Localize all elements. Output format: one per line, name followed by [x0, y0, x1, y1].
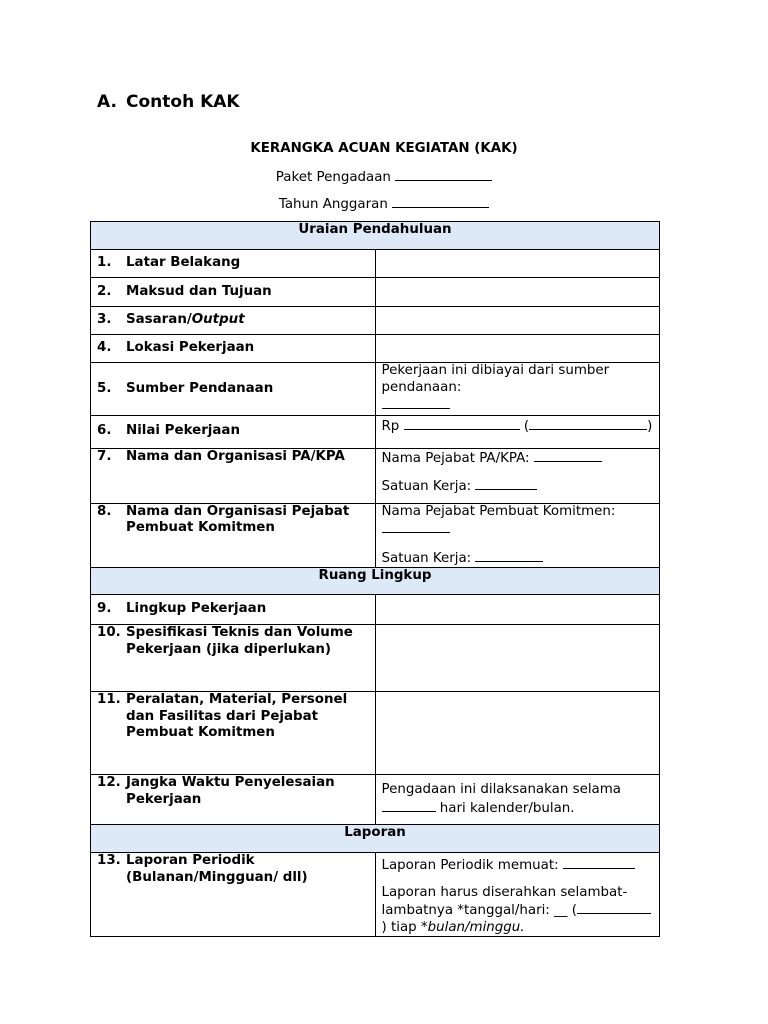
paren-open: ( [523, 418, 530, 434]
jangka-waktu-blank [382, 799, 436, 812]
row-label-italic: Output [191, 312, 245, 328]
satuan-kerja-label: Satuan Kerja: [381, 479, 472, 494]
row-number: 3. [97, 312, 112, 328]
sumber-pendanaan-text: Pekerjaan ini dibiayai dari sumber pendanaan: [381, 363, 610, 395]
tahun-anggaran-label: Tahun Anggaran [278, 197, 388, 212]
row-label-cell [91, 363, 376, 416]
paket-pengadaan-label: Paket Pengadaan [275, 170, 391, 185]
paket-pengadaan-blank [395, 168, 492, 181]
table-row [91, 335, 660, 363]
row-label: Peralatan, Material, Personel dan Fasilitas dari Pejabat Pembuat Komitmen [126, 692, 348, 740]
tahun-anggaran-blank [392, 195, 489, 208]
laporan-period-italic: bulan/minggu. [427, 919, 525, 935]
paket-pengadaan-line [0, 168, 768, 185]
row-label: Lokasi Pekerjaan [126, 340, 255, 356]
row-label-cell [91, 448, 376, 503]
row-number: 6. [97, 423, 112, 439]
section-uraian-pendahuluan: Uraian Pendahuluan [91, 222, 660, 250]
row-label: Laporan Periodik (Bulanan/Mingguan/ dll) [126, 853, 308, 885]
row-content-cell [375, 595, 660, 625]
table-row [91, 625, 660, 692]
table-row [91, 415, 660, 448]
pa-kpa-name-label: Nama Pejabat PA/KPA: [381, 450, 530, 466]
laporan-periodik-blank [563, 856, 635, 869]
section-ruang-lingkup: Ruang Lingkup [91, 568, 660, 595]
row-content-cell [375, 363, 660, 416]
table-row [91, 448, 660, 503]
table-row [91, 853, 660, 937]
row-label-cell [91, 775, 376, 825]
row-number: 8. [97, 503, 112, 519]
row-content-cell [375, 335, 660, 363]
jangka-waktu-text: Pengadaan ini dilaksanakan selama [381, 782, 622, 797]
section-heading-text: Contoh KAK [126, 92, 240, 112]
row-content-cell [375, 415, 660, 448]
table-row [91, 278, 660, 307]
rp-label: Rp [381, 418, 400, 434]
row-content-cell [375, 278, 660, 307]
document-title: KERANGKA ACUAN KEGIATAN (KAK) [250, 141, 518, 156]
row-label: Nama dan Organisasi Pejabat Pembuat Komitmen [126, 503, 350, 535]
section-row-ruang [91, 568, 660, 595]
row-content-cell [375, 307, 660, 335]
row-label: Maksud dan Tujuan [126, 283, 272, 299]
table-row [91, 307, 660, 335]
table-row [91, 250, 660, 278]
section-row-laporan [91, 825, 660, 853]
row-number: 12. [97, 775, 121, 790]
section-heading-number: A. [97, 92, 117, 112]
ppk-name-blank [382, 520, 450, 533]
laporan-deadline-text: Laporan harus diserahkan selambat-lambatnya *tanggal/hari: __ ( [381, 884, 628, 918]
row-number: 10. [97, 625, 121, 640]
paren-close: ) [647, 418, 653, 434]
row-content-cell [375, 775, 660, 825]
satuan-kerja-blank [475, 477, 537, 490]
tahun-anggaran-line [0, 195, 768, 212]
row-label-cell [91, 250, 376, 278]
row-number: 4. [97, 340, 112, 356]
laporan-deadline-blank [577, 901, 651, 914]
row-label-cell [91, 503, 376, 568]
satuan-kerja-label: Satuan Kerja: [381, 550, 472, 566]
pa-kpa-name-blank [534, 449, 602, 462]
row-content-cell [375, 692, 660, 775]
row-number: 7. [97, 448, 112, 464]
row-number: 5. [97, 380, 112, 396]
row-label-cell [91, 853, 376, 937]
jangka-waktu-unit: hari kalender/bulan. [439, 800, 575, 816]
section-laporan: Laporan [91, 825, 660, 853]
table-row [91, 692, 660, 775]
row-content-cell [375, 853, 660, 937]
row-label: Sumber Pendanaan [126, 380, 274, 396]
section-row-uraian [91, 222, 660, 250]
table-row [91, 775, 660, 825]
row-number: 1. [97, 255, 112, 271]
row-label-cell [91, 692, 376, 775]
row-label-cell [91, 415, 376, 448]
row-label: Sasaran/ [126, 312, 192, 328]
row-label: Lingkup Pekerjaan [126, 601, 267, 617]
row-label: Nama dan Organisasi PA/KPA [126, 448, 345, 464]
table-row [91, 363, 660, 416]
nilai-angka-blank [404, 417, 520, 430]
row-number: 13. [97, 853, 121, 868]
nilai-terbilang-blank [529, 417, 647, 430]
row-label-cell [91, 335, 376, 363]
ppk-name-label: Nama Pejabat Pembuat Komitmen: [381, 503, 616, 519]
row-content-cell [375, 448, 660, 503]
laporan-deadline-text-b: ) tiap * [381, 919, 428, 935]
sumber-pendanaan-blank [382, 396, 450, 409]
satuan-kerja-blank [475, 549, 543, 562]
row-number: 9. [97, 601, 112, 617]
table-row [91, 503, 660, 568]
row-label-cell [91, 307, 376, 335]
row-label: Spesifikasi Teknis dan Volume Pekerjaan (jika diperlukan) [126, 625, 353, 657]
row-label-cell [91, 278, 376, 307]
row-label-cell [91, 625, 376, 692]
section-heading [97, 92, 240, 112]
laporan-periodik-label: Laporan Periodik memuat: [381, 858, 559, 873]
row-number: 2. [97, 283, 112, 299]
row-label: Jangka Waktu Penyelesaian Pekerjaan [126, 775, 335, 807]
row-content-cell [375, 250, 660, 278]
row-label: Latar Belakang [126, 255, 241, 271]
row-number: 11. [97, 692, 121, 707]
row-label: Nilai Pekerjaan [126, 423, 240, 439]
row-content-cell [375, 625, 660, 692]
row-label-cell [91, 595, 376, 625]
table-row [91, 595, 660, 625]
kak-table [90, 221, 660, 937]
row-content-cell [375, 503, 660, 568]
